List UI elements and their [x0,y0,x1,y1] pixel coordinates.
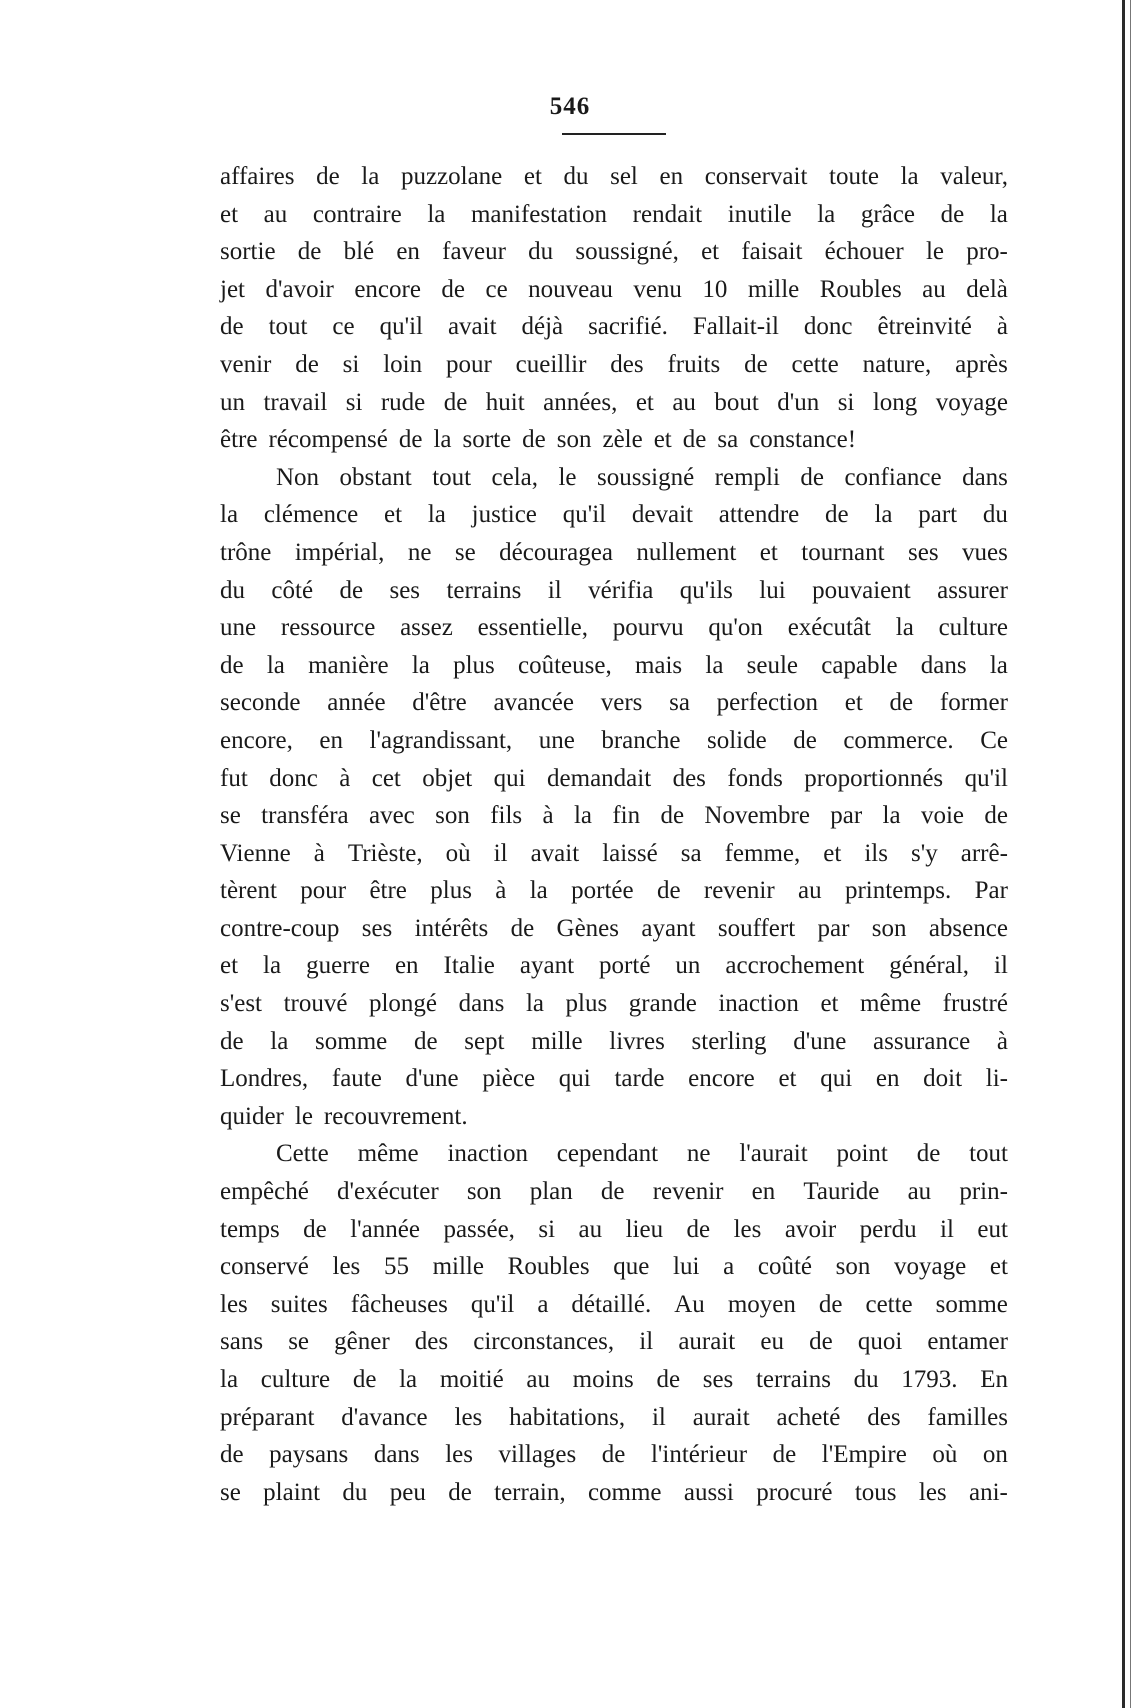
text-line: quider le recouvrement. [220,1102,468,1130]
text-line: de tout ce qu'il avait déjà sacrifié. Fallait-il donc êtreinvité à [220,313,1008,341]
text-line: sortie de blé en faveur du soussigné, et faisait échouer le pro- [220,238,1008,266]
text-line: une ressource assez essentielle, pourvu qu'on exécutât la culture [220,614,1008,642]
text-line: la clémence et la justice qu'il devait attendre de la part du [220,501,1008,529]
text-line: Vienne à Trièste, où il avait laissé sa femme, et ils s'y arrê- [220,839,1008,867]
text-line: Londres, faute d'une pièce qui tarde encore et qui en doit li- [220,1065,1008,1093]
text-line: Non obstant tout cela, le soussigné rempli de confiance dans [276,463,1008,491]
text-line: de paysans dans les villages de l'intérieur de l'Empire où on [220,1441,1008,1469]
page-number-rule [562,133,666,135]
text-line: la culture de la moitié au moins de ses terrains du 1793. En [220,1366,1008,1393]
text-line: seconde année d'être avancée vers sa perfection et de former [220,689,1008,717]
text-line: empêché d'exécuter son plan de revenir en Tauride au prin- [220,1178,1008,1206]
text-line: Cette même inaction cependant ne l'aurait point de tout [276,1140,1008,1168]
text-line: sans se gêner des circonstances, il aurait eu de quoi entamer [220,1328,1008,1356]
text-line: tèrent pour être plus à la portée de revenir au printemps. Par [220,877,1008,905]
text-line: du côté de ses terrains il vérifia qu'ils lui pouvaient assurer [220,576,1008,604]
text-line: venir de si loin pour cueillir des fruits de cette nature, après [220,350,1008,378]
text-line: un travail si rude de huit années, et au bout d'un si long voyage [220,388,1008,416]
page-number: 546 [549,93,591,120]
text-line: préparant d'avance les habitations, il aurait acheté des familles [220,1403,1008,1431]
text-line: jet d'avoir encore de ce nouveau venu 10 mille Roubles au delà [220,275,1008,303]
text-line: affaires de la puzzolane et du sel en conservait toute la valeur, [220,163,1008,190]
text-line: s'est trouvé plongé dans la plus grande inaction et même frustré [220,990,1008,1018]
text-line: trône impérial, ne se découragea nullement et tournant ses vues [220,538,1008,566]
text-line: encore, en l'agrandissant, une branche solide de commerce. Ce [220,726,1008,754]
text-line: de la somme de sept mille livres sterling d'une assurance à [220,1027,1008,1055]
text-line: les suites fâcheuses qu'il a détaillé. Au moyen de cette somme [220,1290,1008,1318]
text-line: conservé les 55 mille Roubles que lui a coûté son voyage et [220,1253,1008,1281]
text-line: être récompensé de la sorte de son zèle et de sa constance! [220,426,857,454]
text-line: fut donc à cet objet qui demandait des fonds proportionnés qu'il [220,764,1008,792]
text-line: se plaint du peu de terrain, comme aussi procuré tous les ani- [220,1478,1008,1506]
text-line: se transféra avec son fils à la fin de Novembre par la voie de [220,802,1008,830]
text-line: de la manière la plus coûteuse, mais la seule capable dans la [220,651,1008,679]
body-text [220,158,1008,1511]
page-edge-shadow [1122,0,1125,1708]
text-line: contre-coup ses intérêts de Gènes ayant souffert par son absence [220,914,1008,942]
text-line: et au contraire la manifestation rendait inutile la grâce de la [220,200,1008,228]
text-line: et la guerre en Italie ayant porté un accrochement général, il [220,952,1008,980]
text-line: temps de l'année passée, si au lieu de les avoir perdu il eut [220,1215,1008,1243]
page-edge-line [1130,0,1131,1708]
